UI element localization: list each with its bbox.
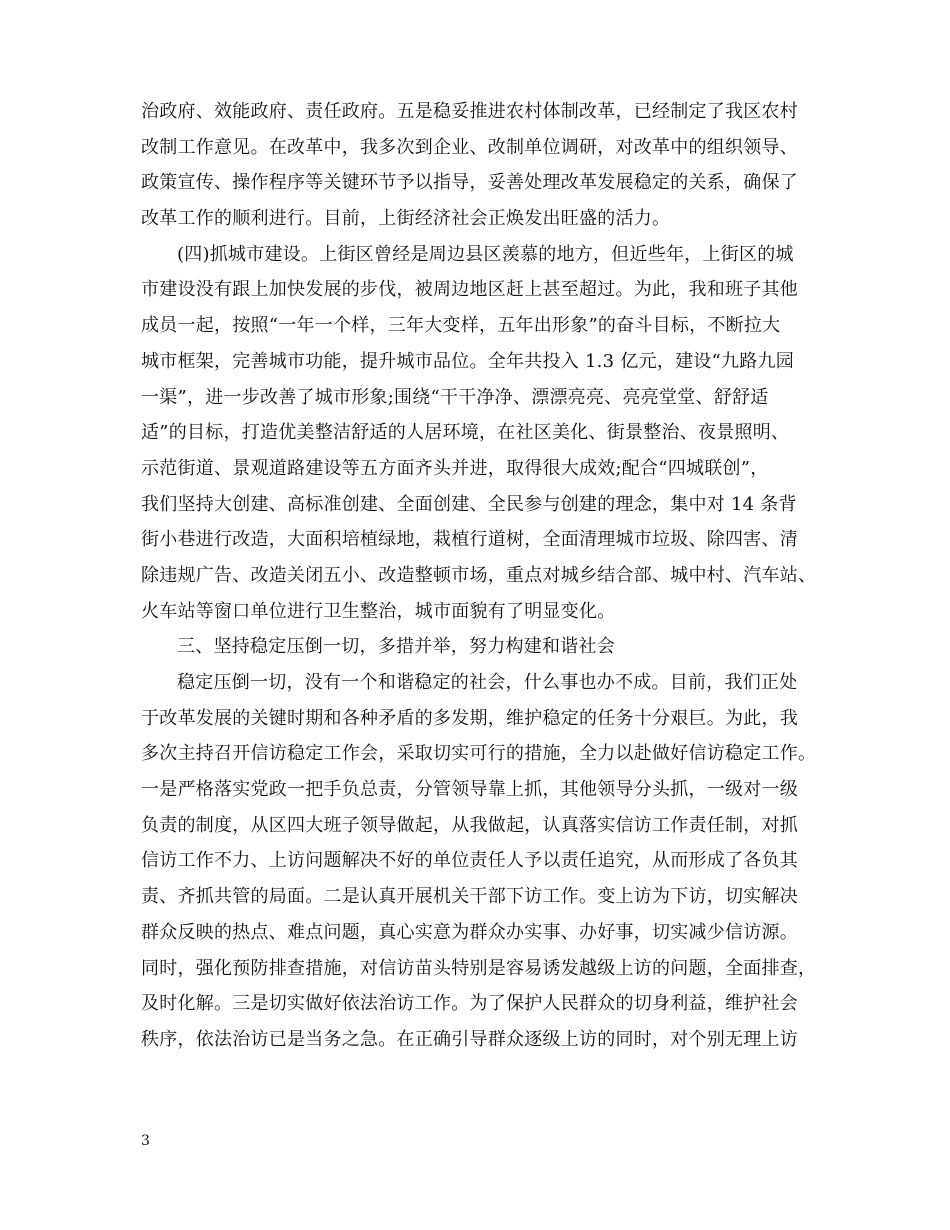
text-line: 我们坚持大创建、高标准创建、全面创建、全民参与创建的理念，集中对 14 条背 <box>141 493 797 515</box>
text-line: 责、齐抓共管的局面。二是认真开展机关干部下访工作。变上访为下访，切实解决 <box>141 886 798 908</box>
text-line: 街小巷进行改造，大面积培植绿地，栽植行道树，全面清理城市垃圾、除四害、清 <box>141 529 798 551</box>
text-line: 适”的目标，打造优美整洁舒适的人居环境，在社区美化、街景整治、夜景照明、 <box>141 422 790 444</box>
text-line: 城市框架，完善城市功能，提升城市品位。全年共投入 1.3 亿元，建设“九路九园 <box>141 350 795 372</box>
text-line: 市建设没有跟上加快发展的步伐，被周边地区赶上甚至超过。为此，我和班子其他 <box>141 279 798 301</box>
text-line: 一是严格落实党政一把手负总责，分管领导靠上抓，其他领导分头抓，一级对一级 <box>141 779 798 801</box>
text-line: 除违规广告、改造关闭五小、改造整顿市场，重点对城乡结合部、城中村、汽车站、 <box>141 564 817 586</box>
section-heading-city-construction: (四)抓城市建设。上街区曾经是周边县区羡慕的地方，但近些年，上街区的城 <box>177 243 794 265</box>
text-line: 秩序，依法治访已是当务之急。在正确引导群众逐级上访的同时，对个别无理上访 <box>141 1028 798 1050</box>
page-number: 3 <box>141 1133 150 1149</box>
text-line: 一渠”，进一步改善了城市形象;围绕“干干净净、漂漂亮亮、亮亮堂堂、舒舒适 <box>141 386 769 408</box>
text-line: 示范街道、景观道路建设等五方面齐头并进，取得很大成效;配合“四城联创”， <box>141 457 769 479</box>
text-line: 负责的制度，从区四大班子领导做起，从我做起，认真落实信访工作责任制，对抓 <box>141 814 798 836</box>
text-line: 群众反映的热点、难点问题，真心实意为群众办实事、办好事，切实减少信访源。 <box>141 921 798 943</box>
text-line: 多次主持召开信访稳定工作会，采取切实可行的措施，全力以赴做好信访稳定工作。 <box>141 743 817 765</box>
body-text <box>141 94 841 1058</box>
text-line: 同时，强化预防排查措施，对信访苗头特别是容易诱发越级上访的问题，全面排查， <box>141 957 817 979</box>
section-heading-stability: 三、坚持稳定压倒一切，多措并举，努力构建和谐社会 <box>177 636 615 658</box>
text-line: 改革工作的顺利进行。目前，上街经济社会正焕发出旺盛的活力。 <box>141 208 671 230</box>
text-line: 稳定压倒一切，没有一个和谐稳定的社会，什么事也办不成。目前，我们正处 <box>177 672 798 693</box>
text-line: 于改革发展的关键时期和各种矛盾的多发期，维护稳定的任务十分艰巨。为此，我 <box>141 707 798 729</box>
text-line: 治政府、效能政府、责任政府。五是稳妥推进农村体制改革，已经制定了我区农村 <box>141 101 798 122</box>
text-line: 及时化解。三是切实做好依法治访工作。为了保护人民群众的切身利益，维护社会 <box>141 993 798 1015</box>
text-line: 政策宣传、操作程序等关键环节予以指导，妥善处理改革发展稳定的关系，确保了 <box>141 172 798 194</box>
text-line: 成员一起，按照“一年一个样，三年大变样，五年出形象”的奋斗目标，不断拉大 <box>141 315 781 337</box>
text-line: 信访工作不力、上访问题解决不好的单位责任人予以责任追究，从而形成了各负其 <box>141 850 798 872</box>
text-line: 火车站等窗口单位进行卫生整治，城市面貌有了明显变化。 <box>141 600 616 622</box>
text-line: 改制工作意见。在改革中，我多次到企业、改制单位调研，对改革中的组织领导、 <box>141 136 798 158</box>
